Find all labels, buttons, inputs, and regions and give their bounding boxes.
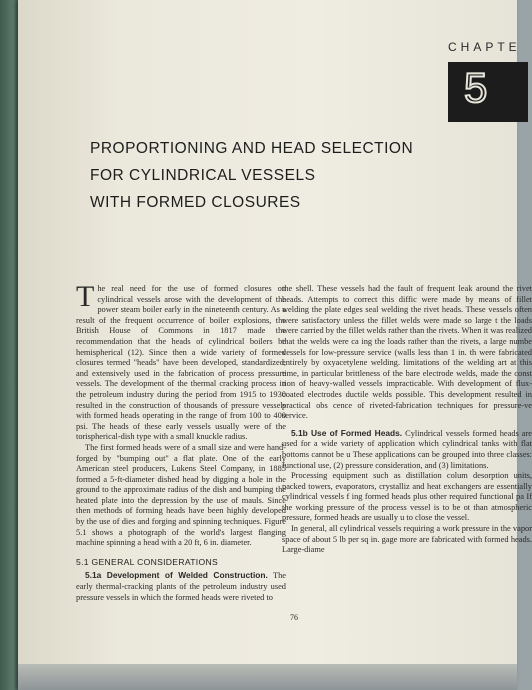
book-page: [18, 0, 532, 690]
left-column: [76, 280, 286, 603]
title-line-2: FOR CYLINDRICAL VESSELS: [90, 167, 316, 184]
drop-cap: T: [76, 280, 95, 313]
title-line-3: WITH FORMED CLOSURES: [90, 194, 301, 211]
left-paragraph-1-text: he real need for the use of formed closures on cylindrical vessels arose with the development of the power steam boiler early in the nineteenth century. As a result of the frequent occurrence of boiler explosions, the British House of Commons in 1817 made the recommendation that the heads of cylindrical boilers be hemispherical (12). Since then a wide variety of formed closures termed "heads" have been developed, standardized, and extensively used in the fabrication of process pressure vessels. The development of the thermal cracking process in the petroleum industry during the period from 1915 to 1930 resulted in the construction of thousands of pressure vessels with formed heads operating in the range of from 100 to 400 psi. The heads of these early vessels usually were of the torispherical-dish type with a small knuckle radius.: [76, 284, 286, 442]
right-paragraph-2-text: Cylindrical vessels formed heads are used for a wide variety of application which cylindrical tanks with flat bottoms cannot be u These applications can be grouped into three classes: functional use, (2) pressure consideration, and (3) limitations.: [282, 428, 532, 470]
left-paragraph-1: [76, 280, 286, 443]
right-paragraph-2: [282, 428, 532, 471]
right-paragraph-4: In general, all cylindrical vessels requiring a work pressure in the vapor space of about 5 lb per sq in. gage more are fabricated with formed heads. Large-diame: [282, 524, 532, 555]
subsection-heading-5-1a: 5.1a Development of Welded Construction.: [85, 570, 268, 581]
left-paragraph-3-text: The early thermal-cracking plants of the petroleum industry used pressure vessels in which the formed heads were riveted to: [76, 571, 286, 602]
section-heading: 5.1 GENERAL CONSIDERATIONS: [76, 556, 218, 567]
left-paragraph-3: [76, 570, 286, 603]
subsection-heading-5-1b: 5.1b Use of Formed Heads.: [291, 427, 403, 438]
page-number: 76: [290, 613, 298, 622]
right-paragraph-3: Processing equipment such as distillation colum desorption units, packed towers, evaporators, crystalliz and heat exchangers are essentially cylindrical vessels f ing formed heads plus other required functional pa If the working pressure of the process vessel is to be ot than atmospheric pressure, formed heads are usually u to close the vessel.: [282, 471, 532, 523]
chapter-number: 5: [464, 64, 488, 111]
chapter-label: CHAPTE: [448, 40, 521, 54]
right-paragraph-1: the shell. These vessels had the fault of frequent leak around the rivet heads. Attempts to correct this diffic were made by means of fillet welding the plate edges seal welding the rivet heads. These vessels often were satisfactory unless the fillet welds were made so large t the loads were carried by the fillet welds rather than the rivets. When it was realized that the welds were ca ing the loads rather than the rivets, a large numbe vessels for low-pressure service (walls less than 1 in. th were fabricated entirely by oxyacetylene welding. limitations of the welding art at this time, in particular brittleness of the bare electrode welds, made the const tion of heavy-walled vessels impracticable. With development of flux-coated electrodes ductile welds possible. This development resulted in practical obs cence of riveted-fabrication techniques for pressure-ve service.: [282, 284, 532, 421]
desk-surface: [18, 664, 517, 690]
chapter-number-box: [448, 62, 528, 122]
left-paragraph-2: The first formed heads were of a small size and were hand-forged by "bumping out" a flat plate. One of the early American steel producers, Lukens Steel Company, in 1885 formed a 5-ft-diameter dished head by digging a hole in the ground to the approximate radius of the dish and bumping the heated plate into the depression by the use of mauls. Since then methods of forming heads have been highly developed by the use of dies and forging and spinning techniques. Figure 5.1 shows a photograph of the world's largest flanging machine spinning a head with a 20 ft, 6 in. diameter.: [76, 442, 286, 548]
chapter-title: [90, 135, 450, 216]
title-line-1: PROPORTIONING AND HEAD SELECTION: [90, 140, 414, 157]
right-column: [282, 284, 532, 556]
